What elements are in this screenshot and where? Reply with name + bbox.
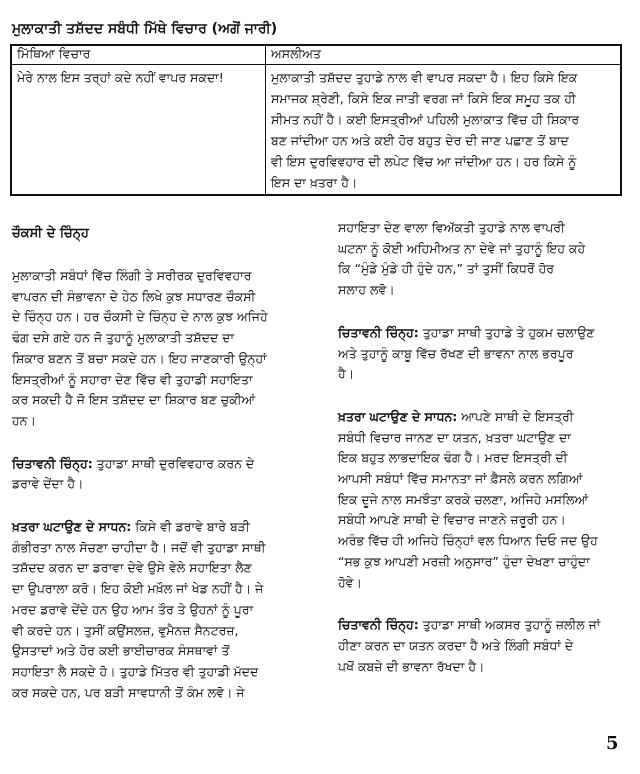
text-line: ਦੇ ਚਿੰਨ੍ਹ ਹਨ। ਹਰ ਚੌਕਸੀ ਦੇ ਚਿੰਨ੍ਹ ਦੇ ਨਾਲ ਕੁਝ ਅਜਿਹੇ (12, 309, 268, 325)
text-line: ਇਸਤ੍ਰੀਆਂ ਨੂੰ ਸਹਾਰਾ ਦੇਣ ਵਿੱਚ ਵੀ ਤੁਹਾਡੀ ਸਹਾਇਤਾ (12, 371, 253, 387)
header-reality: ਅਸਲੀਅਤ (271, 46, 322, 61)
text-line: ਤਸ਼ੱਦਦ ਕਰਨ ਦਾ ਡਰਾਵਾ ਦੇਵੇ ਉਸੇ ਵੇਲੇ ਸਹਾਇਤਾ ਲੈਣ (12, 560, 252, 576)
myth-reality-table (10, 44, 622, 196)
text-line: ਉਸਤਾਦਾਂ ਅਤੇ ਹੋਰ ਕਈ ਭਾਈਚਾਰਕ ਸੰਸਥਾਵਾਂ ਤੋਂ (12, 643, 230, 659)
reality-line: ਸਮਾਜਕ ਸ਼੍ਰੇਣੀ, ਕਿਸੇ ਇਕ ਜਾਤੀ ਵਰਗ ਜਾਂ ਕਿਸੇ ਇਕ ਸਮੂਹ ਤਕ ਹੀ (271, 91, 576, 106)
text-line: ਢੰਗ ਦਸੇ ਗਏ ਹਨ ਜੋ ਤੁਹਾਨੂੰ ਮੁਲਾਕਾਤੀ ਤਸ਼ੱਦਦ ਦਾ (12, 330, 235, 346)
text-line: ਸ਼ਿਕਾਰ ਬਣਨ ਤੋਂ ਬਚਾ ਸਕਦੇ ਹਨ। ਇਹ ਜਾਣਕਾਰੀ ਉਨ੍ਹਾਂ (12, 350, 267, 366)
continued-paragraph (338, 218, 628, 301)
text-line: ਹੀਣਾ ਕਰਨ ਦਾ ਯਤਨ ਕਰਦਾ ਹੈ ਅਤੇ ਲਿੰਗੀ ਸਬੰਧਾਂ ਦੇ (338, 637, 574, 653)
text-line: ਵਾਪਰਨ ਦੀ ਸੰਭਾਵਨਾ ਦੇ ਹੇਠ ਲਿਖੇ ਕੁਝ ਸਧਾਰਣ ਚੌਕਸੀ (12, 288, 256, 304)
text-line: ਪਖੋਂ ਕਬਜ਼ੇ ਦੀ ਭਾਵਨਾ ਰੱਖਦਾ ਹੈ। (338, 658, 485, 674)
warning-sign-label: ਚਿਤਾਵਨੀ ਚਿੰਨ੍ਹ: (12, 455, 93, 471)
text-line: ਹੋਵੇ। (338, 574, 362, 590)
risk-reduction-paragraph (12, 517, 320, 703)
text-line: ਸਬੰਧੀ ਵਿਚਾਰ ਜਾਨਣ ਦਾ ਯਤਨ, ਖ਼ਤਰਾ ਘਟਾਉਣ ਦਾ (338, 429, 571, 445)
risk-reduction-paragraph (338, 407, 628, 593)
myth-cell: ਮੇਰੇ ਨਾਲ ਇਸ ਤਰ੍ਹਾਂ ਕਦੇ ਨਹੀਂ ਵਾਪਰ ਸਕਦਾ! (12, 65, 266, 195)
warning-sign-label: ਚਿਤਾਵਨੀ ਚਿੰਨ੍ਹ: (338, 617, 419, 633)
text-line: ਸਹਾਇਤਾ ਲੈ ਸਕਦੇ ਹੋ। ਤੁਹਾਡੇ ਮਿੱਤਰ ਵੀ ਤੁਹਾਡੀ ਮੱਦਦ (12, 663, 259, 679)
page-number: 5 (606, 733, 619, 754)
text-line (338, 323, 628, 344)
text-line: ਇਕ ਦੂਜੇ ਨਾਲ ਸਮਝੌਤਾ ਕਰਕੇ ਚਲਣਾ, ਅਜਿਹੇ ਮਸਲਿਆਂ (338, 491, 589, 507)
reality-line: ਇਸ ਦਾ ਖ਼ਤਰਾ ਹੈ। (271, 175, 358, 190)
left-column (12, 224, 320, 703)
text-line: ਕਰ ਸਕਦੀ ਹੈ ਜੋ ਇਸ ਤਸ਼ੱਦਦ ਦਾ ਸ਼ਿਕਾਰ ਬਣ ਚੁਕੀਆਂ (12, 392, 256, 408)
text-line: ਮਰਦ ਡਰਾਵੇ ਦੇਂਦੇ ਹਨ ਉਹ ਆਮ ਤੌਰ ਤੇ ਉਹਨਾਂ ਨੂੰ ਪੂਰਾ (12, 601, 254, 617)
text-line: ਇਕ ਬਹੁਤ ਲਾਭਦਾਇਕ ਢੰਗ ਹੈ। ਮਰਦ ਇਸਤ੍ਰੀ ਦੀ (338, 450, 568, 466)
text-line: ਸਹਾਇਤਾ ਦੇਣ ਵਾਲਾ ਵਿਅੱਕਤੀ ਤੁਹਾਡੇ ਨਾਲ ਵਾਪਰੀ (338, 220, 565, 235)
warning-sign-paragraph (338, 323, 628, 385)
text-line: ਦਾ ਉਪਰਾਲਾ ਕਰੋ। ਇਹ ਕੋਈ ਮਖ਼ੌਲ ਜਾਂ ਖੇਡ ਨਹੀਂ ਹੈ। ਜੇ (12, 581, 264, 597)
text-line: ਗੰਭੀਰਤਾ ਨਾਲ ਸੋਚਣਾ ਚਾਹੀਦਾ ਹੈ। ਜਦੋਂ ਵੀ ਤੁਹਾਡਾ ਸਾਥੀ (12, 539, 266, 555)
text-line: ਹਨ। (12, 412, 36, 428)
text-span: ਆਪਣੇ ਸਾਥੀ ਦੇ ਇਸਤ੍ਰੀ (457, 408, 574, 424)
text-line: ਸਲਾਹ ਲਵੋ। (338, 282, 395, 298)
text-line: ਆਪਸੀ ਸਬੰਧਾਂ ਵਿੱਚ ਸਮਾਨਤਾ ਜਾਂ ਫ਼ੈਸਲੇ ਕਰਨ ਲਗਿਆਂ (338, 471, 583, 487)
text-line: ਅਰੰਭ ਵਿੱਚ ਹੀ ਅਜਿਹੇ ਚਿੰਨ੍ਹਾਂ ਵਲ ਧਿਆਨ ਦਿਓ ਜਦ ਉਹ (338, 533, 598, 549)
warning-sign-paragraph (338, 615, 628, 677)
text-line: ਮੁਲਾਕਾਤੀ ਸਬੰਧਾਂ ਵਿੱਚ ਲਿੰਗੀ ਤੇ ਸਰੀਰਕ ਦੁਰਵਿਵਹਾਰ (12, 268, 252, 283)
text-line (12, 517, 320, 538)
table-header-row (12, 46, 620, 65)
reality-line: ਵੀ ਇਸ ਦੁਰਵਿਵਹਾਰ ਦੀ ਲਪੇਟ ਵਿੱਚ ਆ ਜਾਂਦੀਆ ਹਨ। ਹਰ ਕਿਸੇ ਨੂੰ (271, 154, 577, 169)
right-column (338, 218, 628, 677)
text-line (338, 407, 628, 428)
text-line: “ਸਭ ਕੁਝ ਆਪਣੀ ਮਰਜ਼ੀ ਅਨੁਸਾਰ” ਹੁੰਦਾ ਦੇਖਣਾ ਚਾਹੁੰਦਾ (338, 553, 590, 569)
text-line: ਹੈ। (338, 366, 355, 382)
text-span: ਤੁਹਾਡਾ ਸਾਥੀ ਅਕਸਰ ਤੁਹਾਨੂੰ ਜ਼ਲੀਲ ਜਾਂ (418, 617, 601, 633)
text-line (12, 454, 320, 475)
section-heading: ਚੌਕਸੀ ਦੇ ਚਿੰਨ੍ਹ (12, 226, 89, 241)
header-myth: ਮਿੱਥਿਆ ਵਿਚਾਰ (12, 46, 266, 64)
intro-paragraph (12, 266, 320, 432)
warning-sign-paragraph (12, 454, 320, 495)
text-span: ਤੁਹਾਡਾ ਸਾਥੀ ਤੁਹਾਡੇ ਤੇ ਹੁਕਮ ਚਲਾਉਣ (418, 324, 595, 340)
warning-sign-label: ਚਿਤਾਵਨੀ ਚਿੰਨ੍ਹ: (338, 324, 419, 340)
text-line: ਕਿ “ਮੁੰਡੇ ਮੁੰਡੇ ਹੀ ਹੁੰਦੇ ਹਨ,” ਤਾਂ ਤੁਸੀਂ ਕਿਧਰੋਂ ਹੋਰ (338, 261, 555, 277)
page-heading: ਮੁਲਾਕਾਤੀ ਤਸ਼ੱਦਦ ਸਬੰਧੀ ਮਿੱਥੇ ਵਿਚਾਰ (ਅਗੋਂ ਜਾਰੀ) (12, 21, 278, 37)
text-line: ਸਬੰਧੀ ਆਪਣੇ ਸਾਥੀ ਦੇ ਵਿਚਾਰ ਜਾਣਨੇ ਜ਼ਰੂਰੀ ਹਨ। (338, 512, 566, 528)
reality-line: ਸੀਮਤ ਨਹੀਂ ਹੈ। ਕਈ ਇਸਤ੍ਰੀਆਂ ਪਹਿਲੀ ਮੁਲਾਕਾਤ ਵਿੱਚ ਹੀ ਸ਼ਿਕਾਰ (271, 112, 580, 127)
text-span: ਕਿਸੇ ਵੀ ਡਰਾਵੇ ਬਾਰੇ ਬੜੀ (131, 519, 250, 535)
reality-cell (266, 65, 620, 195)
text-span: ਤੁਹਾਡਾ ਸਾਥੀ ਦੁਰਵਿਵਹਾਰ ਕਰਨ ਦੇ (92, 455, 255, 471)
reality-line: ਮੁਲਾਕਾਤੀ ਤਸ਼ੱਦਦ ਤੁਹਾਡੇ ਨਾਲ ਵੀ ਵਾਪਰ ਸਕਦਾ ਹੈ। ਇਹ ਕਿਸੇ ਇਕ (271, 70, 578, 85)
risk-reduction-label: ਖ਼ਤਰਾ ਘਟਾਉਣ ਦੇ ਸਾਧਨ: (12, 519, 132, 535)
text-line: ਡਰਾਵੇ ਦੇਂਦਾ ਹੈ। (12, 476, 84, 492)
text-line: ਘਟਨਾ ਨੂੰ ਕੋਈ ਅਹਿਮੀਅਤ ਨਾ ਦੇਵੇ ਜਾਂ ਤੁਹਾਨੂੰ ਇਹ ਕਹੇ (338, 240, 586, 256)
reality-line: ਬਣ ਜਾਂਦੀਆ ਹਨ ਅਤੇ ਕਈ ਹੋਰ ਬਹੁਤ ਦੇਰ ਦੀ ਜਾਣ ਪਛਾਣ ਤੋਂ ਬਾਦ (271, 133, 569, 148)
text-line (338, 615, 628, 636)
risk-reduction-label: ਖ਼ਤਰਾ ਘਟਾਉਣ ਦੇ ਸਾਧਨ: (338, 408, 458, 424)
text-line: ਅਤੇ ਤੁਹਾਨੂੰ ਕਾਬੂ ਵਿੱਚ ਰੱਖਣ ਦੀ ਭਾਵਨਾ ਨਾਲ ਭਰਪੂਰ (338, 345, 574, 361)
text-line: ਵੀ ਕਰਦੇ ਹਨ। ਤੁਸੀਂ ਕਉਂਸਲਜ਼, ਵੁਮੈਨਜ਼ ਸੈਨਟਰਜ਼, (12, 622, 239, 638)
table-row (12, 65, 620, 195)
text-line: ਕਰ ਸਕਦੇ ਹਨ, ਪਰ ਬੜੀ ਸਾਵਧਾਨੀ ਤੋਂ ਕੰਮ ਲਵੋ। ਜੇ (12, 684, 245, 700)
